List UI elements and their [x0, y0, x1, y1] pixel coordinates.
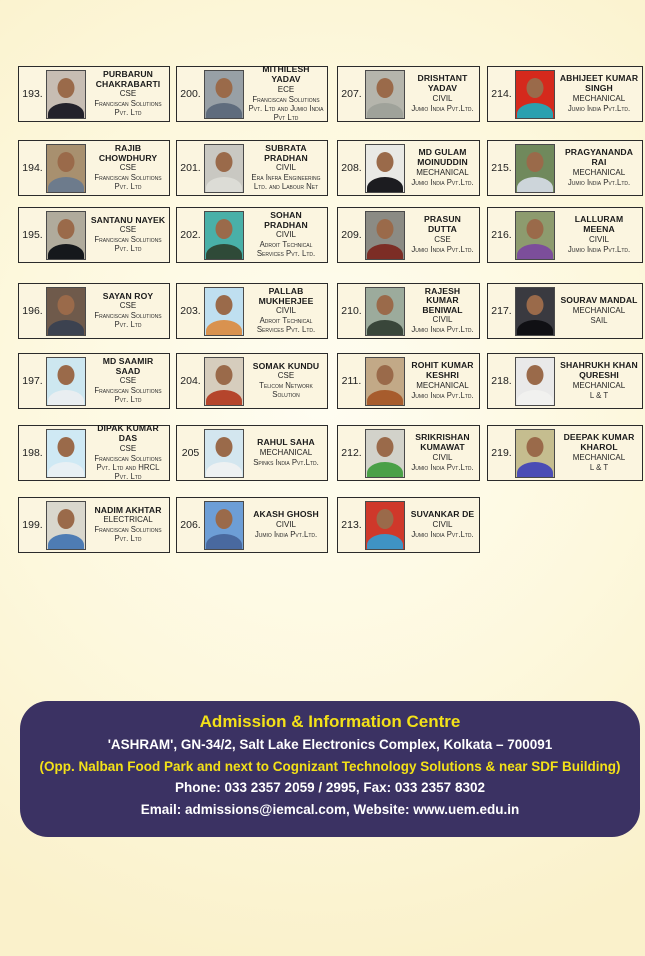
- student-card: [337, 207, 480, 263]
- student-name: MD SAAMIR SAAD: [102, 355, 154, 376]
- photo-head: [377, 437, 394, 457]
- student-info: [244, 64, 327, 123]
- student-company: Jumio India Pvt.Ltd.: [411, 462, 474, 472]
- photo-head: [377, 365, 394, 385]
- photo-shoulders: [517, 462, 553, 478]
- student-company: Jumio India Pvt.Ltd.: [411, 244, 474, 254]
- photo-shoulders: [367, 390, 403, 406]
- student-number: 208.: [341, 162, 362, 174]
- student-dept: CSE: [277, 371, 295, 381]
- student-info: [244, 210, 327, 260]
- student-name: RAJIB CHOWDHURY: [98, 142, 158, 163]
- student-company: Franciscan Solutions Pvt. Ltd: [94, 386, 162, 405]
- student-number: 219.: [491, 447, 512, 459]
- photo-shoulders: [367, 244, 403, 260]
- student-name: RAHUL SAHA: [257, 437, 315, 448]
- student-name: PALLAB MUKHERJEE: [258, 285, 314, 306]
- student-photo: [204, 144, 244, 193]
- student-card: [487, 283, 643, 339]
- student-photo: [46, 429, 86, 478]
- student-info: [405, 509, 479, 541]
- student-company: Jumio India Pvt.Ltd.: [254, 529, 318, 539]
- student-photo: [46, 287, 86, 336]
- photo-shoulders: [206, 534, 242, 550]
- student-photo: [365, 211, 405, 260]
- admission-centre-title: Admission & Information Centre: [199, 712, 461, 731]
- student-info: [244, 143, 327, 193]
- student-name: AKASH GHOSH: [253, 509, 319, 520]
- photo-shoulders: [367, 103, 403, 119]
- photo-shoulders: [48, 320, 84, 336]
- student-dept: MECHANICAL: [416, 167, 469, 177]
- student-dept: CSE: [119, 225, 137, 235]
- student-info: [244, 361, 327, 401]
- student-number: 216.: [491, 229, 512, 241]
- student-info: [86, 505, 169, 545]
- student-card: [18, 140, 170, 196]
- photo-shoulders: [48, 177, 84, 193]
- student-card: [176, 207, 328, 263]
- student-dept: MECHANICAL: [416, 380, 469, 390]
- student-number: 196.: [22, 305, 43, 317]
- student-number: 217.: [491, 305, 512, 317]
- photo-head: [527, 78, 544, 98]
- student-info: [555, 73, 642, 114]
- student-info: [555, 147, 642, 188]
- student-number: 194.: [22, 162, 43, 174]
- student-info: [555, 295, 642, 327]
- student-card: [337, 425, 480, 481]
- student-photo: [204, 429, 244, 478]
- student-number: 207.: [341, 88, 362, 100]
- student-name: RAJESH KUMAR BENIWAL: [422, 285, 463, 315]
- student-dept: MECHANICAL: [259, 447, 313, 457]
- photo-shoulders: [48, 390, 84, 406]
- student-photo: [515, 70, 555, 119]
- student-number: 198.: [22, 447, 43, 459]
- student-number: 197.: [22, 375, 43, 387]
- photo-head: [377, 219, 394, 239]
- student-card: [176, 497, 328, 553]
- student-dept: ELECTRICAL: [103, 515, 153, 525]
- student-company: Franciscan Solutions Pvt. Ltd: [94, 99, 162, 118]
- student-dept: CIVIL: [275, 230, 296, 240]
- student-name: SOMAK KUNDU: [252, 360, 320, 371]
- student-company: Franciscan Solutions Pvt. Ltd and HRCL Pvt. Ltd: [94, 453, 162, 481]
- landmark-line: (Opp. Nalban Food Park and next to Cognizant Technology Solutions & near SDF Building): [39, 758, 621, 774]
- student-dept: CIVIL: [432, 315, 453, 325]
- student-photo: [515, 429, 555, 478]
- student-number: 210.: [341, 305, 362, 317]
- student-photo: [365, 501, 405, 550]
- student-photo: [204, 70, 244, 119]
- student-company: Adroit Technical Services Pvt. Ltd.: [256, 240, 316, 259]
- student-card: [18, 497, 170, 553]
- student-dept: MECHANICAL: [572, 167, 626, 177]
- student-company: Adroit Technical Services Pvt. Ltd.: [256, 316, 316, 335]
- photo-head: [377, 152, 394, 172]
- student-card: [487, 425, 643, 481]
- student-card: [487, 140, 643, 196]
- student-name: SHAHRUKH KHAN QURESHI: [560, 360, 638, 381]
- photo-head: [527, 365, 544, 385]
- student-number: 214.: [491, 88, 512, 100]
- student-company: Jumio India Pvt.Ltd.: [567, 244, 631, 254]
- student-dept: CSE: [119, 443, 137, 453]
- student-dept: CSE: [119, 301, 137, 311]
- student-name: SUBRATA PRADHAN: [264, 142, 308, 163]
- student-info: [555, 214, 642, 255]
- student-photo: [515, 357, 555, 406]
- photo-shoulders: [517, 103, 553, 119]
- student-name: LALLURAM MEENA: [574, 214, 624, 235]
- photo-head: [216, 219, 233, 239]
- student-dept: MECHANICAL: [572, 452, 626, 462]
- student-info: [405, 432, 479, 473]
- student-name: DEEPAK KUMAR KHAROL: [563, 432, 635, 453]
- student-company: Jumio India Pvt.Ltd.: [411, 325, 474, 335]
- student-name: SANTANU NAYEK: [90, 214, 166, 225]
- student-dept: MECHANICAL: [572, 93, 626, 103]
- student-photo: [365, 144, 405, 193]
- student-info: [244, 437, 327, 469]
- student-card: [176, 283, 328, 339]
- student-photo: [46, 70, 86, 119]
- photo-head: [377, 78, 394, 98]
- student-name: SOHAN PRADHAN: [264, 209, 308, 230]
- student-dept: MECHANICAL: [572, 380, 626, 390]
- student-number: 205: [181, 447, 200, 459]
- student-company: Jumio India Pvt.Ltd.: [567, 103, 631, 113]
- photo-head: [377, 509, 394, 529]
- student-name: PRAGYANANDA RAI: [564, 147, 634, 168]
- student-name: PURBARUN CHAKRABARTI: [95, 68, 161, 89]
- student-card: [337, 497, 480, 553]
- student-dept: MECHANICAL: [572, 305, 626, 315]
- student-name: MD GULAM MOINUDDIN: [417, 147, 468, 168]
- student-photo: [515, 144, 555, 193]
- student-company: Franciscan Solutions Pvt. Ltd and Jumio India Pvt Ltd: [248, 94, 324, 122]
- photo-head: [216, 365, 233, 385]
- photo-head: [527, 295, 544, 315]
- student-card: [487, 353, 643, 409]
- photo-shoulders: [206, 390, 242, 406]
- student-dept: CIVIL: [588, 234, 609, 244]
- photo-shoulders: [367, 534, 403, 550]
- student-name: SAYAN ROY: [102, 290, 154, 301]
- student-company: Telicom Network Solution: [259, 381, 313, 400]
- student-dept: ECE: [277, 84, 295, 94]
- student-dept: CSE: [119, 376, 137, 386]
- student-dept: CIVIL: [432, 93, 453, 103]
- student-info: [86, 69, 169, 119]
- admission-info-box: [20, 701, 640, 837]
- photo-head: [377, 295, 394, 315]
- student-number: 218.: [491, 375, 512, 387]
- student-photo: [365, 357, 405, 406]
- student-number: 209.: [341, 229, 362, 241]
- student-dept: CSE: [434, 234, 451, 244]
- student-photo: [46, 211, 86, 260]
- student-card: [176, 425, 328, 481]
- photo-shoulders: [517, 177, 553, 193]
- photo-head: [58, 152, 75, 172]
- student-company: Franciscan Solutions Pvt. Ltd: [94, 525, 162, 544]
- student-number: 215.: [491, 162, 512, 174]
- photo-head: [216, 509, 233, 529]
- student-card: [18, 207, 170, 263]
- photo-head: [58, 365, 75, 385]
- photo-head: [527, 437, 544, 457]
- student-dept: CIVIL: [275, 306, 296, 316]
- student-card: [337, 66, 480, 122]
- student-name: PRASUN DUTTA: [424, 214, 461, 235]
- photo-shoulders: [206, 320, 242, 336]
- photo-head: [58, 219, 75, 239]
- student-company: Franciscan Solutions Pvt. Ltd: [94, 235, 162, 254]
- student-info: [244, 509, 327, 541]
- student-dept: CSE: [119, 163, 137, 173]
- student-card: [337, 353, 480, 409]
- student-photo: [204, 501, 244, 550]
- student-company: Spinks India Pvt.Ltd.: [253, 457, 319, 467]
- student-info: [405, 73, 479, 114]
- student-number: 201.: [180, 162, 201, 174]
- student-info: [405, 360, 479, 401]
- photo-shoulders: [48, 103, 84, 119]
- student-photo: [46, 501, 86, 550]
- photo-head: [216, 437, 233, 457]
- student-number: 212.: [341, 447, 362, 459]
- student-number: 213.: [341, 519, 362, 531]
- student-card: [487, 207, 643, 263]
- student-company: SAIL: [590, 315, 608, 325]
- student-info: [86, 356, 169, 406]
- student-card: [176, 353, 328, 409]
- address-line: 'ASHRAM', GN-34/2, Salt Lake Electronics Complex, Kolkata – 700091: [107, 737, 553, 752]
- student-company: Franciscan Solutions Pvt. Ltd: [94, 311, 162, 330]
- student-number: 193.: [22, 88, 43, 100]
- student-dept: CIVIL: [432, 452, 453, 462]
- student-card: [176, 140, 328, 196]
- student-company: Era Infra Engineering Ltd. and Labour Net: [251, 173, 321, 192]
- photo-head: [216, 152, 233, 172]
- student-number: 206.: [180, 519, 201, 531]
- student-company: Jumio India Pvt.Ltd.: [567, 177, 631, 187]
- email-website-line: Email: admissions@iemcal.com, Website: www.uem.edu.in: [140, 801, 520, 817]
- student-name: DRISHTANT YADAV: [417, 73, 468, 94]
- photo-shoulders: [206, 462, 242, 478]
- photo-shoulders: [206, 177, 242, 193]
- student-number: 204.: [180, 375, 201, 387]
- student-number: 199.: [22, 519, 43, 531]
- student-company: L & T: [589, 390, 609, 400]
- student-company: Jumio India Pvt.Ltd.: [411, 529, 474, 539]
- photo-shoulders: [517, 244, 553, 260]
- student-dept: CIVIL: [275, 163, 296, 173]
- photo-shoulders: [367, 177, 403, 193]
- student-info: [244, 286, 327, 336]
- student-photo: [204, 287, 244, 336]
- student-name: SOURAV MANDAL: [560, 295, 638, 306]
- student-dept: CIVIL: [275, 519, 296, 529]
- phone-fax-line: Phone: 033 2357 2059 / 2995, Fax: 033 2357 8302: [175, 780, 485, 795]
- student-name: ABHIJEET KUMAR SINGH: [559, 73, 639, 94]
- student-name: SUVANKAR DE: [410, 509, 475, 520]
- student-card: [487, 66, 643, 122]
- student-photo: [515, 287, 555, 336]
- student-name: ROHIT KUMAR KESHRI: [411, 360, 474, 381]
- student-card: [18, 283, 170, 339]
- student-info: [86, 423, 169, 482]
- student-info: [405, 147, 479, 188]
- student-company: Jumio India Pvt.Ltd.: [411, 390, 474, 400]
- student-company: Franciscan Solutions Pvt. Ltd: [94, 173, 162, 192]
- student-name: MITHILESH YADAV: [262, 64, 310, 85]
- photo-shoulders: [48, 244, 84, 260]
- student-photo: [204, 211, 244, 260]
- photo-shoulders: [367, 320, 403, 336]
- photo-shoulders: [206, 103, 242, 119]
- student-dept: CIVIL: [432, 519, 453, 529]
- photo-shoulders: [48, 534, 84, 550]
- photo-shoulders: [517, 320, 553, 336]
- photo-head: [58, 78, 75, 98]
- student-info: [405, 214, 479, 255]
- student-number: 195.: [22, 229, 43, 241]
- photo-shoulders: [517, 390, 553, 406]
- photo-shoulders: [367, 462, 403, 478]
- student-info: [555, 432, 642, 473]
- photo-head: [58, 437, 75, 457]
- student-card: [18, 425, 170, 481]
- student-card: [18, 66, 170, 122]
- student-number: 203.: [180, 305, 201, 317]
- student-name: NADIM AKHTAR: [94, 504, 162, 515]
- student-card: [18, 353, 170, 409]
- student-info: [86, 215, 169, 255]
- student-dept: CSE: [119, 89, 137, 99]
- student-photo: [46, 144, 86, 193]
- student-name: SRIKRISHAN KUMAWAT: [415, 432, 470, 453]
- photo-shoulders: [206, 244, 242, 260]
- photo-shoulders: [48, 462, 84, 478]
- student-card: [176, 66, 328, 122]
- student-card: [337, 283, 480, 339]
- student-info: [405, 286, 479, 337]
- student-photo: [515, 211, 555, 260]
- photo-head: [58, 509, 75, 529]
- student-photo: [365, 70, 405, 119]
- student-info: [86, 143, 169, 193]
- student-info: [86, 291, 169, 331]
- student-name: DIPAK KUMAR DAS: [97, 423, 159, 444]
- photo-head: [216, 78, 233, 98]
- student-number: 211.: [341, 375, 362, 387]
- student-photo: [46, 357, 86, 406]
- student-company: Jumio India Pvt.Ltd.: [411, 103, 474, 113]
- photo-head: [527, 152, 544, 172]
- photo-head: [527, 219, 544, 239]
- student-photo: [204, 357, 244, 406]
- photo-head: [58, 295, 75, 315]
- student-info: [555, 360, 642, 401]
- student-photo: [365, 429, 405, 478]
- student-company: Jumio India Pvt.Ltd.: [411, 177, 474, 187]
- photo-head: [216, 295, 233, 315]
- student-company: L & T: [589, 462, 609, 472]
- student-photo: [365, 287, 405, 336]
- student-card: [337, 140, 480, 196]
- student-number: 200.: [180, 88, 201, 100]
- student-number: 202.: [180, 229, 201, 241]
